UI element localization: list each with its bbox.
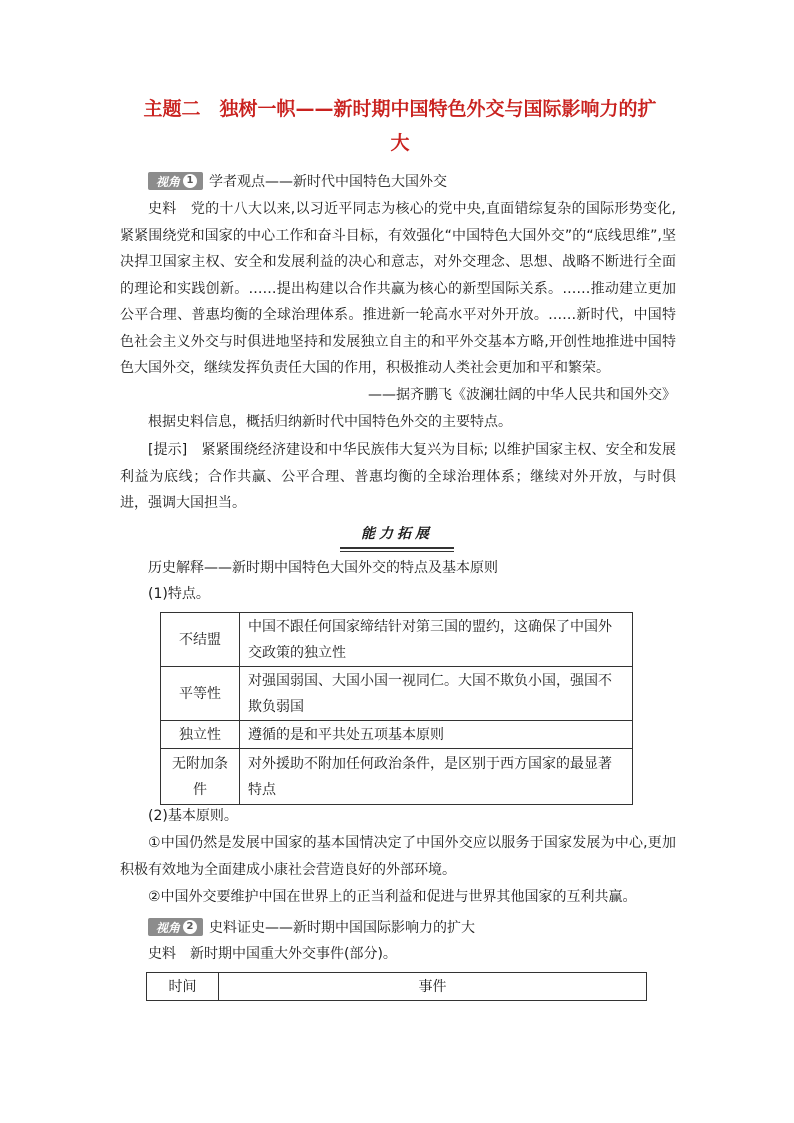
view-badge-number: 2: [183, 920, 197, 934]
view-badge: [148, 172, 203, 190]
view1-title: 学者观点——新时代中国特色大国外交: [209, 174, 448, 190]
feature-value: 对强国弱国、大国小国一视同仁。大国不欺负小国，强国不欺负弱国: [240, 667, 633, 721]
page-title: 主题二 独树一帜——新时期中国特色外交与国际影响力的扩: [143, 98, 657, 120]
principle-2: ②中国外交要维护中国在世界上的正当利益和促进与世界其他国家的互利共赢。: [148, 889, 637, 905]
principle-1: ①中国仍然是发展中国家的基本国情决定了中国外交应以服务于国家发展为中心,更加积极有效地为全面建成小康社会营造良好的外部环境。: [120, 835, 676, 878]
events-table: [146, 972, 647, 1001]
feature-key: 不结盟: [161, 613, 240, 667]
explain-heading: 历史解释——新时期中国特色大国外交的特点及基本原则: [148, 560, 498, 576]
table-header-row: [147, 973, 647, 1001]
page-title-continued: 大: [390, 132, 410, 154]
feature-key: 无附加条件: [161, 749, 240, 805]
ability-section-label: 能力拓展: [340, 523, 454, 549]
view-badge: [148, 918, 203, 936]
feature-value: 遵循的是和平共处五项基本原则: [240, 721, 633, 749]
material1-hint: [提示] 紧紧围绕经济建设和中华民族伟大复兴为目标; 以维护国家主权、安全和发展利益为底线；合作共赢、公平合理、普惠均衡的全球治理体系；继续对外开放，与时俱进，强调大国担当。: [120, 442, 676, 511]
view2-heading: [148, 916, 475, 938]
material1-text: 史料 党的十八大以来,以习近平同志为核心的党中央,直面错综复杂的国际形势变化,紧紧围绕党和国家的中心工作和奋斗目标，有效强化“中国特色大国外交”的“底线思维”,坚决捍卫国家主权、安全和发展利益的决心和意志，对外交理念、思想、战略不断进行全面的理论和实践创新。……提出构建以合作共赢为核心的新型国际关系。……推动建立更加公平合理、普惠均衡的全球治理体系。推进新一轮高水平对外开放。……新时代，中国特色社会主义外交与时俱进地坚持和发展独立自主的和平外交基本方略,开创性地推进中国特色大国外交，继续发挥负责任大国的作用，积极推动人类社会更加和平和繁荣。: [120, 201, 676, 376]
feature-key: 独立性: [161, 721, 240, 749]
table-row: [161, 613, 633, 667]
feature-value: 中国不跟任何国家缔结针对第三国的盟约，这确保了中国外交政策的独立性: [240, 613, 633, 667]
column-header-event: 事件: [219, 973, 647, 1001]
material1-question: 根据史料信息，概括归纳新时代中国特色外交的主要特点。: [148, 414, 512, 430]
material2-text: 史料 新时期中国重大外交事件(部分)。: [148, 946, 397, 962]
view1-heading: [148, 170, 447, 192]
table-row: [161, 667, 633, 721]
table-row: [161, 721, 633, 749]
material1-source: ——据齐鹏飞《波澜壮阔的中华人民共和国外交》: [368, 387, 676, 403]
feature-key: 平等性: [161, 667, 240, 721]
view-badge-label: 视角: [156, 920, 181, 935]
features-label: (1)特点。: [148, 586, 210, 602]
table-row: [161, 749, 633, 805]
feature-value: 对外援助不附加任何政治条件，是区别于西方国家的最显著特点: [240, 749, 633, 805]
features-table: [160, 612, 633, 805]
principles-label: (2)基本原则。: [148, 808, 238, 824]
column-header-time: 时间: [147, 973, 219, 1001]
view2-title: 史料证史——新时期中国国际影响力的扩大: [209, 920, 476, 936]
view-badge-number: 1: [183, 174, 197, 188]
view-badge-label: 视角: [156, 174, 181, 189]
